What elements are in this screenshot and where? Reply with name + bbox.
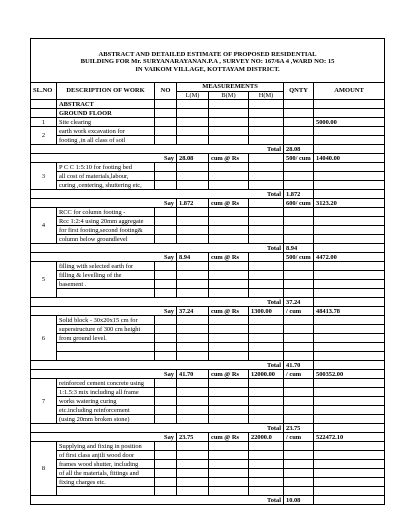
- table-row: [31, 118, 385, 127]
- say-label: Say: [31, 370, 177, 379]
- section-ground-floor: GROUND FLOOR: [57, 109, 155, 118]
- item-description-line: frames wood shutter, including: [57, 460, 155, 469]
- total-qty: 23.75: [284, 424, 314, 433]
- table-row: [31, 397, 385, 406]
- header-sl-no: SL.NO: [31, 83, 57, 100]
- table-row: [31, 379, 385, 388]
- item-description-line: Solid block - 30x20x15 cm for: [57, 316, 155, 325]
- total-label: Total: [31, 424, 284, 433]
- say-amount: 3123.20: [314, 199, 385, 208]
- say-row: [31, 253, 385, 262]
- item-description-line: etc.including reinforcement: [57, 406, 155, 415]
- say-row: [31, 307, 385, 316]
- total-row: [31, 424, 385, 433]
- total-label: Total: [31, 361, 284, 370]
- title-line-1: ABSTRACT AND DETAILED ESTIMATE OF PROPOSED RESIDENTIAL: [98, 50, 317, 58]
- table-row: [31, 136, 385, 145]
- say-rate-label: cum @ Rs: [209, 370, 249, 379]
- say-row: [31, 433, 385, 442]
- total-row: [31, 496, 385, 505]
- say-amount: 14040.00: [314, 154, 385, 163]
- total-label: Total: [31, 190, 284, 199]
- say-row: [31, 199, 385, 208]
- say-amount: 522472.10: [314, 433, 385, 442]
- section-abstract: ABSTRACT: [57, 100, 155, 109]
- say-label: Say: [31, 154, 177, 163]
- item-description-line: footing ,in all class of soil: [57, 136, 155, 145]
- total-qty: 10.08: [284, 496, 314, 505]
- header-row: [31, 83, 385, 92]
- item-description-line: earth work excavation for: [57, 127, 155, 136]
- header-measurements: MEASUREMENTS: [177, 83, 284, 92]
- say-length: 41.70: [177, 370, 209, 379]
- title-line-3: IN VAIKOM VILLAGE, KOTTAYAM DISTRICT.: [135, 65, 280, 73]
- table-row: [31, 469, 385, 478]
- total-label: Total: [31, 244, 284, 253]
- total-row: [31, 190, 385, 199]
- item-description-line: filling & levelling of the: [57, 271, 155, 280]
- item-sl: 3: [31, 163, 57, 190]
- header-amount: AMOUNT: [314, 83, 385, 100]
- item-description-line: for first footing,second footing&: [57, 226, 155, 235]
- table-row: [31, 289, 385, 298]
- total-label: Total: [31, 496, 284, 505]
- table-row: [31, 406, 385, 415]
- header-no: NO: [155, 83, 177, 100]
- item-description-line: fixing charges etc.: [57, 478, 155, 487]
- say-unit: 500/ cum: [284, 253, 314, 262]
- item-description-line: RCC for column footing -: [57, 208, 155, 217]
- header-qnty: QNTY: [284, 83, 314, 100]
- table-row: [31, 451, 385, 460]
- total-qty: 28.08: [284, 145, 314, 154]
- say-rate-value: 22000.0: [249, 433, 284, 442]
- estimate-sheet: [30, 38, 384, 505]
- item-description-line: Rcc 1:2:4 using 20mm aggregate: [57, 217, 155, 226]
- item-description-line: filling with selected earth for: [57, 262, 155, 271]
- item-description-line: curing ,centering, shuttering etc,: [57, 181, 155, 190]
- say-unit: / cum: [284, 433, 314, 442]
- say-rate-value: 1300.00: [249, 307, 284, 316]
- item-sl: 6: [31, 316, 57, 361]
- item-sl: 7: [31, 379, 57, 424]
- say-rate-label: cum @ Rs: [209, 307, 249, 316]
- total-row: [31, 361, 385, 370]
- item-sl: 2: [31, 127, 57, 145]
- say-row: [31, 370, 385, 379]
- total-qty: 1.872: [284, 190, 314, 199]
- table-row: [31, 181, 385, 190]
- table-row: [31, 217, 385, 226]
- table-row: [31, 280, 385, 289]
- say-unit: / cum: [284, 307, 314, 316]
- table-row: [31, 208, 385, 217]
- item-description-line: of first class anjili wood door: [57, 451, 155, 460]
- table-row: [31, 352, 385, 361]
- item-sl: 1: [31, 118, 57, 127]
- say-length: 28.08: [177, 154, 209, 163]
- item-description-line: works watering curing: [57, 397, 155, 406]
- total-row: [31, 298, 385, 307]
- item-description-line: all cost of materials,labour,: [57, 172, 155, 181]
- item-description-line: Supplying and fixing in position: [57, 442, 155, 451]
- header-l: L(M): [177, 92, 209, 100]
- item-description: Site clearing: [57, 118, 155, 127]
- say-length: 8.94: [177, 253, 209, 262]
- say-unit: 600/ cum: [284, 199, 314, 208]
- table-row: [31, 487, 385, 496]
- item-description-line: basement .: [57, 280, 155, 289]
- header-h: H(M): [249, 92, 284, 100]
- say-rate-label: cum @ Rs: [209, 433, 249, 442]
- table-row: [31, 262, 385, 271]
- table-row: [31, 460, 385, 469]
- total-qty: 8.94: [284, 244, 314, 253]
- say-row: [31, 154, 385, 163]
- say-unit: / cum: [284, 370, 314, 379]
- item-sl: 8: [31, 442, 57, 496]
- say-label: Say: [31, 307, 177, 316]
- table-row: [31, 388, 385, 397]
- say-length: 37.24: [177, 307, 209, 316]
- table-row: [31, 415, 385, 424]
- item-description-line: (using 20mm broken stone): [57, 415, 155, 424]
- table-row: [31, 316, 385, 325]
- item-description-line: reinforced cement concrete using: [57, 379, 155, 388]
- say-length: 1.872: [177, 199, 209, 208]
- document-title: [31, 39, 385, 83]
- say-label: Say: [31, 433, 177, 442]
- say-rate-label: cum @ Rs: [209, 199, 249, 208]
- say-label: Say: [31, 253, 177, 262]
- section-row: [31, 100, 385, 109]
- item-description-line: column below groundlevel: [57, 235, 155, 244]
- total-qty: 37.24: [284, 298, 314, 307]
- table-row: [31, 442, 385, 451]
- total-row: [31, 145, 385, 154]
- total-label: Total: [31, 145, 284, 154]
- total-label: Total: [31, 298, 284, 307]
- item-amount: 5000.00: [314, 118, 385, 127]
- total-qty: 41.70: [284, 361, 314, 370]
- say-rate-label: cum @ Rs: [209, 253, 249, 262]
- section-row: [31, 109, 385, 118]
- item-description-line: superstructure of 300 cm height: [57, 325, 155, 334]
- table-row: [31, 343, 385, 352]
- table-row: [31, 325, 385, 334]
- table-row: [31, 127, 385, 136]
- table-row: [31, 235, 385, 244]
- table-row: [31, 226, 385, 235]
- item-sl: 5: [31, 262, 57, 298]
- item-description-line: P C C 1:5:10 for footing bed: [57, 163, 155, 172]
- item-description-line: 1:1.5:3 mix including all frame: [57, 388, 155, 397]
- say-rate-value: 12000.00: [249, 370, 284, 379]
- estimate-table: [30, 38, 385, 505]
- say-length: 23.75: [177, 433, 209, 442]
- title-row: [31, 39, 385, 83]
- table-row: [31, 163, 385, 172]
- total-row: [31, 244, 385, 253]
- item-description-line: from ground level.: [57, 334, 155, 343]
- table-row: [31, 478, 385, 487]
- say-label: Say: [31, 199, 177, 208]
- say-amount: 500352.00: [314, 370, 385, 379]
- say-rate-label: cum @ Rs: [209, 154, 249, 163]
- say-unit: 500/ cum: [284, 154, 314, 163]
- header-description: DESCRIPTION OF WORK: [57, 83, 155, 100]
- table-row: [31, 172, 385, 181]
- header-b: B(M): [209, 92, 249, 100]
- table-row: [31, 271, 385, 280]
- item-sl: 4: [31, 208, 57, 244]
- table-row: [31, 334, 385, 343]
- say-amount: 48413.78: [314, 307, 385, 316]
- say-amount: 4472.00: [314, 253, 385, 262]
- title-line-2: BUILDING FOR Mr. SURYANARAYANAN.P.A , SURVEY NO: 167/6A 4 ,WARD NO: 15: [80, 58, 335, 66]
- item-description-line: of all the materials, fittings and: [57, 469, 155, 478]
